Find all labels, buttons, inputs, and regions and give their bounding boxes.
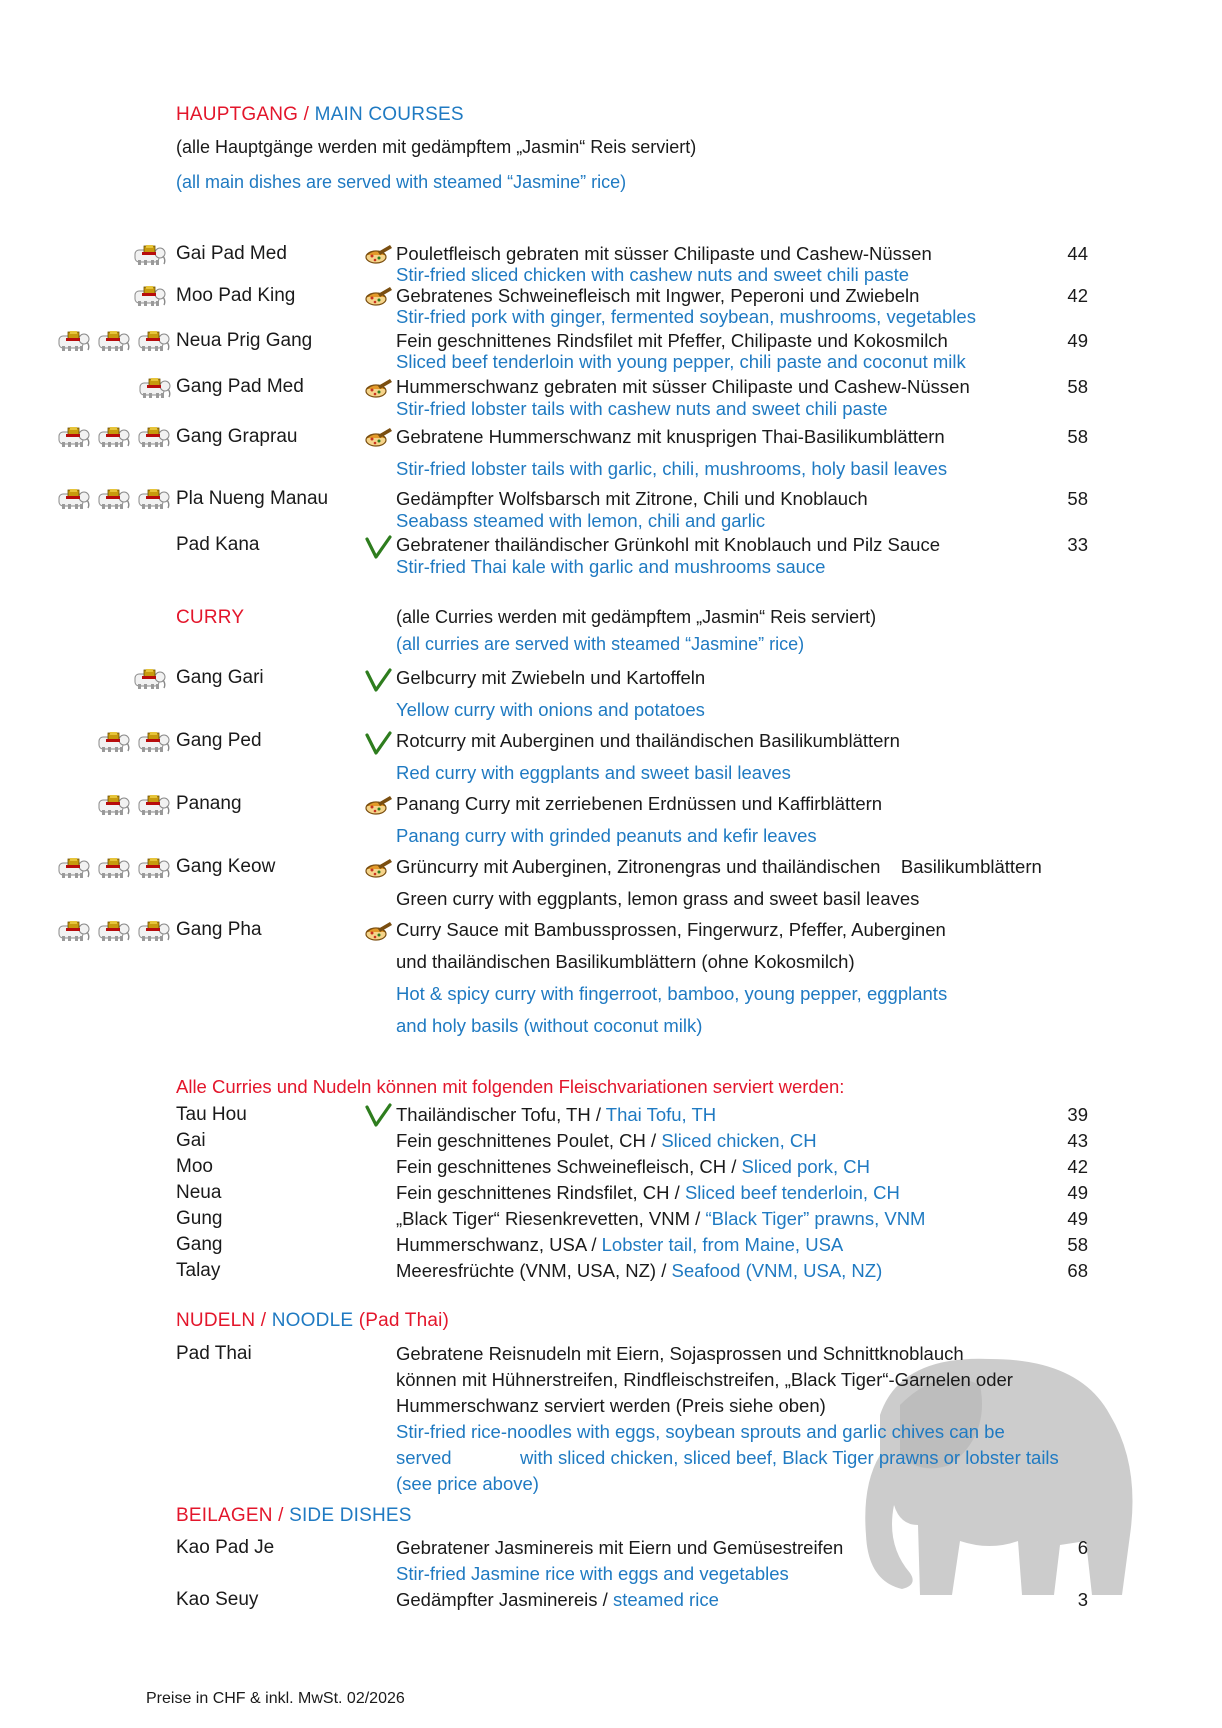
dish-name: Kao Seuy [176,1589,259,1610]
dish-desc-en: Red curry with eggplants and sweet basil leaves [396,762,791,783]
dish-name: Gang Gari [176,667,264,688]
meat-desc: Hummerschwanz, USA / Lobster tail, from Maine, USA [396,1234,844,1255]
elephant-chili-icon [136,330,174,352]
elephant-chili-icon [132,668,170,690]
dish-name: Panang [176,793,242,814]
meat-name: Tau Hou [176,1104,247,1125]
noodle-desc-de-1: Gebratene Reisnudeln mit Eiern, Sojasprossen und Schnittknoblauch [396,1343,964,1364]
title-en: MAIN COURSES [314,104,464,125]
dish-desc-de: Gebratener thailändischer Grünkohl mit Knoblauch und Pilz Sauce [396,534,941,555]
chef-special-icon [364,242,394,266]
meat-desc: Fein geschnittenes Schweinefleisch, CH / Sliced pork, CH [396,1156,871,1177]
dish-desc-en: Stir-fried Jasmine rice with eggs and vegetables [396,1563,789,1584]
dish-desc-en: Stir-fried pork with ginger, fermented soybean, mushrooms, vegetables [396,306,976,327]
spice-level [56,426,174,448]
chef-special-icon [364,919,394,943]
dish-desc-en: Yellow curry with onions and potatoes [396,699,705,720]
dish-price: 58 [1067,426,1088,447]
dish-price: 3 [1077,1589,1088,1610]
dish-price: 33 [1067,534,1088,555]
dish-price: 58 [1067,376,1088,397]
vegetarian-v-icon [364,668,394,692]
dish-desc-en: Stir-fried Thai kale with garlic and mushrooms sauce [396,556,826,577]
meat-desc: Fein geschnittenes Rindsfilet, CH / Sliced beef tenderloin, CH [396,1182,900,1203]
dish-name: Kao Pad Je [176,1537,275,1558]
dish-name: Pad Kana [176,534,260,555]
dish-name: Pad Thai [176,1343,252,1364]
elephant-chili-icon [96,731,134,753]
dish-desc-en: Panang curry with grinded peanuts and kefir leaves [396,825,817,846]
meat-name: Moo [176,1156,213,1177]
chef-special-icon [364,425,394,449]
rice-note-de: (alle Hauptgänge werden mit gedämpftem „Jasmin“ Reis serviert) [176,137,697,157]
dish-name: Neua Prig Gang [176,330,313,351]
spice-level [56,857,174,879]
elephant-chili-icon [96,920,134,942]
vegetarian-v-icon [364,535,394,559]
spice-level [132,244,170,266]
elephant-chili-icon [96,330,134,352]
vegetarian-v-icon [364,731,394,755]
spice-level [96,794,174,816]
dish-desc-en: Sliced beef tenderloin with young pepper, chili paste and coconut milk [396,351,966,372]
dish-price: 6 [1077,1537,1088,1558]
dish-desc-de: Gelbcurry mit Zwiebeln und Kartoffeln [396,667,706,688]
dish-desc-de: Gebratene Hummerschwanz mit knusprigen Thai-Basilikumblättern [396,426,945,447]
dish-name: Gai Pad Med [176,243,287,264]
meat-price: 68 [1067,1260,1088,1281]
dish-price: 42 [1067,285,1088,306]
meat-name: Gang [176,1234,223,1255]
elephant-chili-icon [96,857,134,879]
elephant-chili-icon [136,731,174,753]
elephant-chili-icon [136,794,174,816]
elephant-chili-icon [136,920,174,942]
spice-level [56,488,174,510]
dish-price: 44 [1067,243,1088,264]
meat-name: Talay [176,1260,221,1281]
dish-name: Gang Keow [176,856,276,877]
elephant-chili-icon [96,794,134,816]
dish-desc-de: Pouletfleisch gebraten mit süsser Chilipaste und Cashew-Nüssen [396,243,932,264]
dish-desc-en: Hot & spicy curry with fingerroot, bamboo, young pepper, eggplants [396,983,948,1004]
noodle-desc-de-3: Hummerschwanz serviert werden (Preis siehe oben) [396,1395,826,1416]
noodle-desc-en-2a: served [396,1447,452,1468]
spice-level [132,668,170,690]
noodle-desc-en-2b: with sliced chicken, sliced beef, Black Tiger prawns or lobster tails [520,1447,1059,1468]
dish-desc: Gedämpfter Jasminereis / steamed rice [396,1589,719,1610]
meat-price: 39 [1067,1104,1088,1125]
dish-desc-de: Gebratenes Schweinefleisch mit Ingwer, Peperoni und Zwiebeln [396,285,920,306]
elephant-chili-icon [137,377,175,399]
dish-desc-de: Curry Sauce mit Bambussprossen, Fingerwurz, Pfeffer, Auberginen [396,919,946,940]
meat-variations-title: Alle Curries und Nudeln können mit folgenden Fleischvariationen serviert werden: [176,1076,845,1097]
dish-name: Moo Pad King [176,285,296,306]
noodle-desc-en-3: (see price above) [396,1473,539,1494]
dish-desc-en: Stir-fried lobster tails with cashew nuts and sweet chili paste [396,398,888,419]
elephant-chili-icon [96,488,134,510]
dish-desc-en-2: and holy basils (without coconut milk) [396,1015,703,1036]
meat-desc: Meeresfrüchte (VNM, USA, NZ) / Seafood (VNM, USA, NZ) [396,1260,883,1281]
spice-level [137,377,175,399]
dish-desc-de: Gedämpfter Wolfsbarsch mit Zitrone, Chili und Knoblauch [396,488,868,509]
dish-desc-en: Stir-fried sliced chicken with cashew nuts and sweet chili paste [396,264,910,285]
dish-price: 49 [1067,330,1088,351]
meat-name: Gung [176,1208,223,1229]
elephant-chili-icon [56,488,94,510]
price-footer: Preise in CHF & inkl. MwSt. 02/2026 [146,1690,405,1707]
noodle-desc-en-1: Stir-fried rice-noodles with eggs, soybean sprouts and garlic chives can be [396,1421,1005,1442]
meat-price: 49 [1067,1182,1088,1203]
elephant-chili-icon [56,920,94,942]
dish-name: Gang Ped [176,730,262,751]
elephant-chili-icon [96,426,134,448]
section-title-curry: CURRY [176,607,245,628]
chef-special-icon [364,376,394,400]
elephant-chili-icon [136,488,174,510]
dish-desc-de: Grüncurry mit Auberginen, Zitronengras und thailändischen Basilikumblättern [396,856,1042,877]
dish-name: Pla Nueng Manau [176,488,329,509]
section-title-main: HAUPTGANG / MAIN COURSES [176,104,464,125]
meat-desc: „Black Tiger“ Riesenkrevetten, VNM / “Black Tiger” prawns, VNM [396,1208,926,1229]
dish-name: Gang Graprau [176,426,298,447]
chef-special-icon [364,793,394,817]
elephant-chili-icon [136,857,174,879]
dish-desc-de: Fein geschnittenes Rindsfilet mit Pfeffer, Chilipaste und Kokosmilch [396,330,948,351]
curry-rice-note-en: (all curries are served with steamed “Jasmine” rice) [396,634,805,654]
spice-level [56,330,174,352]
dish-desc-de: Panang Curry mit zerriebenen Erdnüssen und Kaffirblättern [396,793,883,814]
dish-desc-de: Gebratener Jasminereis mit Eiern und Gemüsestreifen [396,1537,844,1558]
dish-name: Gang Pad Med [176,376,304,397]
elephant-chili-icon [132,244,170,266]
meat-price: 58 [1067,1234,1088,1255]
spice-level [56,920,174,942]
elephant-chili-icon [56,857,94,879]
dish-name: Gang Pha [176,919,262,940]
spice-level [132,285,170,307]
chef-special-icon [364,284,394,308]
spice-level [96,731,174,753]
elephant-chili-icon [136,426,174,448]
elephant-chili-icon [132,285,170,307]
meat-desc: Thailändischer Tofu, TH / Thai Tofu, TH [396,1104,717,1125]
rice-note-en: (all main dishes are served with steamed “Jasmine” rice) [176,172,627,192]
meat-price: 49 [1067,1208,1088,1229]
meat-price: 42 [1067,1156,1088,1177]
meat-desc: Fein geschnittenes Poulet, CH / Sliced chicken, CH [396,1130,817,1151]
curry-rice-note-de: (alle Curries werden mit gedämpftem „Jasmin“ Reis serviert) [396,607,877,627]
dish-desc-de-2: und thailändischen Basilikumblättern (ohne Kokosmilch) [396,951,855,972]
dish-desc-de: Rotcurry mit Auberginen und thailändischen Basilikumblättern [396,730,900,751]
section-title-noodle: NUDELN / NOODLE (Pad Thai) [176,1310,450,1331]
dish-desc-en: Green curry with eggplants, lemon grass and sweet basil leaves [396,888,920,909]
dish-desc-en: Seabass steamed with lemon, chili and garlic [396,510,766,531]
elephant-chili-icon [56,330,94,352]
meat-name: Neua [176,1182,222,1203]
title-de: HAUPTGANG [176,104,299,125]
chef-special-icon [364,856,394,880]
section-title-sides: BEILAGEN / SIDE DISHES [176,1505,412,1526]
meat-name: Gai [176,1130,206,1151]
dish-price: 58 [1067,488,1088,509]
meat-price: 43 [1067,1130,1088,1151]
vegetarian-v-icon [364,1103,394,1127]
elephant-chili-icon [56,426,94,448]
dish-desc-en: Stir-fried lobster tails with garlic, chili, mushrooms, holy basil leaves [396,458,948,479]
dish-desc-de: Hummerschwanz gebraten mit süsser Chilipaste und Cashew-Nüssen [396,376,970,397]
noodle-desc-de-2: können mit Hühnerstreifen, Rindfleischstreifen, „Black Tiger“-Garnelen oder [396,1369,1013,1390]
